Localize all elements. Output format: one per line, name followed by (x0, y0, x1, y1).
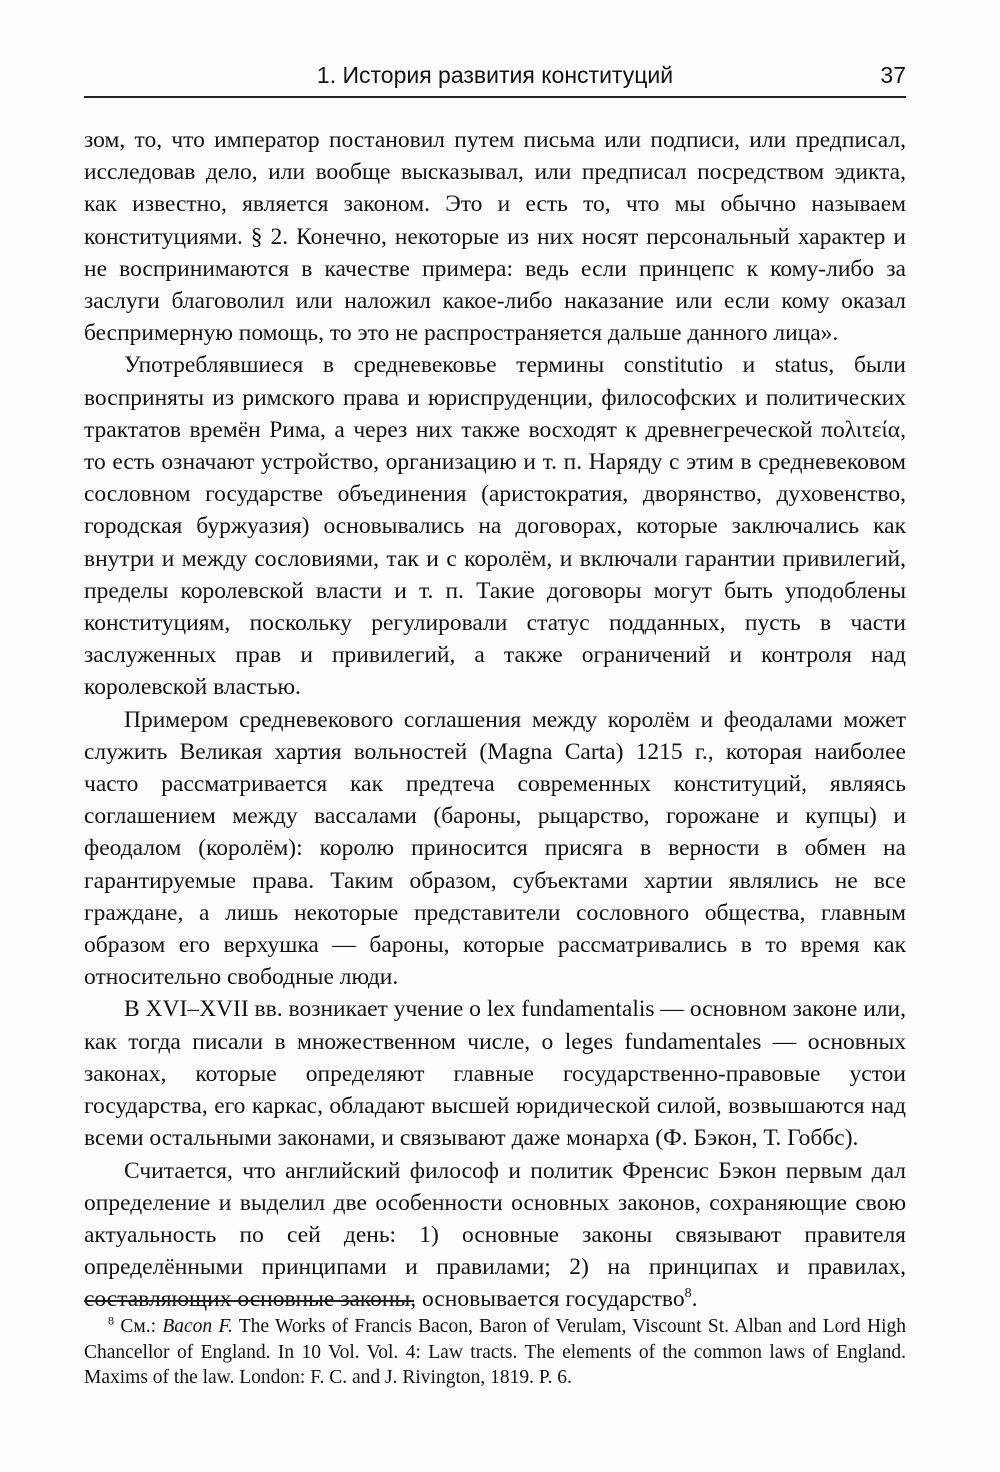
footnote-divider (84, 1300, 414, 1302)
body-text (84, 124, 906, 1316)
paragraph: зом, то, что император постановил путем письма или подписи, или предписал, исследовав дело, или вообще высказывал, или предписал посредством эдикта, как известно, является законом. Это и есть то, что мы обычно называем конституциями. § 2. Конечно, некоторые из них носят персональный характер и не воспринимаются в качестве примера: ведь если принцепс к кому-либо за заслуги благоволил или наложил какое-либо наказание или если кому оказал беспримерную помощь, то это не распространяется дальше данного лица». (84, 127, 906, 347)
footnote-prefix: См.: (120, 1316, 156, 1337)
paragraph-text: Считается, что английский философ и политик Френсис Бэкон первым дал определение и выделил две особенности основных законов, сохраняющие свою актуальность по сей день: 1) основные законы связывают правителя определёнными принципами и правилами; 2) на принципах и правилах, составляющих основные законы, основывается государство (84, 1157, 906, 1313)
page-number: 37 (880, 62, 906, 88)
footnote-reference[interactable]: 8 (684, 1286, 692, 1302)
footnote (84, 1314, 906, 1391)
paragraph: В XVI–XVII вв. возникает учение о lex fundamentalis — основном законе или, как тогда писали в множественном числе, о leges fundamentales — основных законах, которые определяют главные государственно-правовые устои государства, его каркас, обладают высшей юридической силой, возвышаются над всеми остальными законами, и связывают даже монарха (Ф. Бэкон, Т. Гоббс). (84, 996, 906, 1152)
paragraph: Примером средневекового соглашения между королём и феодалами может служить Великая хартия вольностей (Magna Carta) 1215 г., которая наиболее часто рассматривается как предтеча современных конституций, являясь соглашением между вассалами (бароны, рыцарство, горожане и купцы) и феодалом (королём): королю приносится присяга в верности в обмен на гарантируемые права. Таким образом, субъектами хартии являлись не все граждане, а лишь некоторые представители сословного общества, главным образом его верхушка — бароны, которые рассматривались в то время как относительно свободные люди. (84, 706, 906, 991)
footnote-text: The Works of Francis Bacon, Baron of Verulam, Viscount St. Alban and Lord High Chancellor of England. In 10 Vol. Vol. 4: Law tracts. The elements of the common laws of England. Maxims of the law. London: F. C. and J. Rivington, 1819. P. 6. (84, 1316, 906, 1388)
chapter-title: 1. История развития конституций (316, 62, 674, 88)
footnote-author: Bacon F. (162, 1316, 233, 1337)
running-head (84, 58, 906, 98)
footnote-number: 8 (108, 1313, 114, 1328)
paragraph: Употреблявшиеся в средневековье термины constitutio и status, были восприняты из римского права и юриспруденции, философских и политических трактатов времён Рима, а через них также восходят к древнегреческой πολιτεία, то есть означают устройство, организацию и т. п. Наряду с этим в средневековом сословном государстве объединения (аристократия, дворянство, духовенство, городская буржуазия) основывались на договорах, которые заключались как внутри и между сословиями, так и с королём, и включали гарантии привилегий, пределы королевской власти и т. п. Такие договоры могут быть уподоблены конституциям, поскольку регулировали статус подданных, пусть в части заслуженных прав и привилегий, а также ограничений и контроля над королевской властью. (84, 352, 906, 701)
paragraph: Считается, что английский философ и политик Френсис Бэкон первым дал определение и выделил две особенности основных законов, сохраняющие свою актуальность по сей день: 1) основные законы связывают правителя определёнными принципами и правилами; 2) на принципах и правилах, составляющих основные законы, основывается государство$^8$. (84, 1157, 906, 1313)
